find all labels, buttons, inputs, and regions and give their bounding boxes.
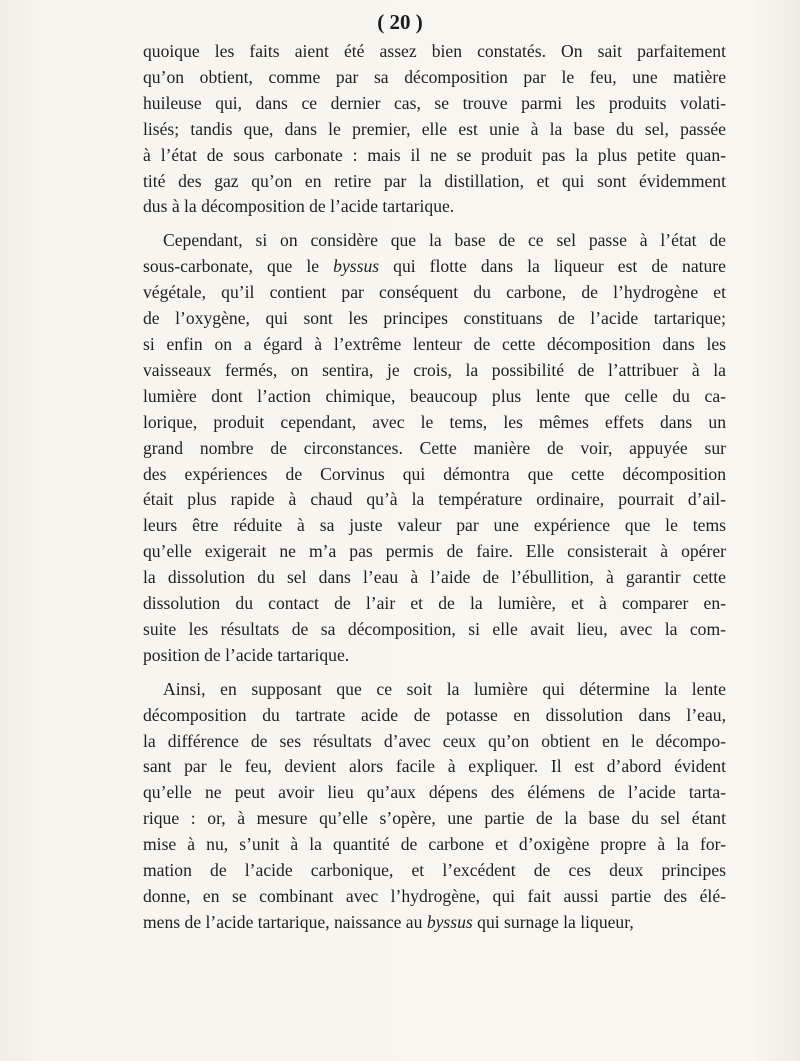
text-segment: vaisseaux fermés, on sentira, je crois, la possibilité de l’attribuer à la — [143, 359, 726, 380]
text-line — [143, 280, 726, 306]
text-segment: qui flotte dans la liqueur est de nature — [379, 256, 726, 277]
text-segment: sant par le feu, devient alors facile à expliquer. Il est d’abord évident — [143, 756, 726, 777]
text-line — [143, 806, 726, 832]
text-segment: la différence de ses résultats d’avec ceux qu’on obtient en le décompo- — [143, 730, 726, 751]
page-number: ( 20 ) — [377, 10, 423, 34]
text-line — [143, 858, 726, 884]
text-segment: Ainsi, en supposant que ce soit la lumière qui détermine la lente — [163, 678, 726, 699]
text-line — [143, 169, 726, 195]
text-line — [143, 332, 726, 358]
text-segment: grand nombre de circonstances. Cette manière de voir, appuyée sur — [143, 437, 726, 458]
paragraph-2 — [143, 228, 726, 668]
text-segment: qu’elle exigerait ne m’a pas permis de faire. Elle consisterait à opérer — [143, 541, 726, 562]
paragraph-1 — [143, 39, 726, 220]
text-line — [143, 228, 726, 254]
text-line — [143, 539, 726, 565]
text-line — [143, 754, 726, 780]
text-line — [143, 910, 726, 936]
text-segment: à l’état de sous carbonate : mais il ne se produit pas la plus petite quan- — [143, 144, 726, 165]
italic-term: byssus — [426, 911, 473, 932]
text-line — [143, 513, 726, 539]
text-segment: de l’oxygène, qui sont les principes constituans de l’acide tartarique; — [143, 308, 726, 329]
text-line — [143, 306, 726, 332]
text-line — [143, 39, 726, 65]
text-segment: mens de l’acide tartarique, naissance au — [143, 911, 427, 932]
text-segment: donne, en se combinant avec l’hydrogène, qui fait aussi partie des élé- — [143, 886, 726, 906]
text-line — [143, 487, 726, 513]
text-segment: lumière dont l’action chimique, beaucoup plus lente que celle du ca- — [143, 385, 726, 406]
text-segment: huileuse qui, dans ce dernier cas, se trouve parmi les produits volati- — [143, 92, 726, 113]
text-segment: décomposition du tartrate acide de potasse en dissolution dans l’eau, — [143, 704, 726, 725]
text-line — [143, 462, 726, 488]
text-line — [143, 643, 726, 669]
text-segment: qu’on obtient, comme par sa décomposition par le feu, une matière — [143, 66, 726, 87]
text-line — [143, 254, 726, 280]
text-segment: rique : or, à mesure qu’elle s’opère, une partie de la base du sel étant — [143, 808, 726, 829]
text-segment: végétale, qu’il contient par conséquent du carbone, de l’hydrogène et — [143, 282, 726, 303]
text-segment: sous-carbonate, que le — [143, 256, 334, 277]
text-line — [143, 729, 726, 755]
body-text — [143, 39, 726, 936]
text-segment: dus à la décomposition de l’acide tartarique. — [143, 196, 455, 217]
text-line — [143, 117, 726, 143]
text-segment: leurs être réduite à sa juste valeur par une expérience que le tems — [143, 515, 726, 536]
text-segment: la dissolution du sel dans l’eau à l’aide de l’ébullition, à garantir cette — [143, 567, 726, 588]
paragraph-3 — [143, 677, 726, 936]
text-line — [143, 384, 726, 410]
text-segment: lisés; tandis que, dans le premier, elle est unie à la base du sel, passée — [143, 118, 726, 139]
text-line — [143, 565, 726, 591]
text-line — [143, 832, 726, 858]
text-segment: si enfin on a égard à l’extrême lenteur de cette décomposition dans les — [143, 333, 726, 354]
text-segment: qui surnage la liqueur, — [472, 911, 634, 932]
text-segment: dissolution du contact de l’air et de la lumière, et à comparer en- — [143, 593, 726, 614]
text-segment: tité des gaz qu’on en retire par la distillation, et qui sont évidemment — [143, 170, 726, 191]
text-segment: position de l’acide tartarique. — [143, 644, 350, 665]
text-line — [143, 617, 726, 643]
text-segment: Cependant, si on considère que la base de ce sel passe à l’état de — [163, 230, 726, 251]
text-line — [143, 65, 726, 91]
text-line — [143, 358, 726, 384]
italic-term: byssus — [333, 256, 380, 277]
text-line — [143, 91, 726, 117]
text-segment: quoique les faits aient été assez bien constatés. On sait parfaitement — [143, 41, 726, 61]
text-segment: suite les résultats de sa décomposition, si elle avait lieu, avec la com- — [143, 618, 726, 639]
text-segment: était plus rapide à chaud qu’à la température ordinaire, pourrait d’ail- — [143, 489, 726, 510]
text-segment: mise à nu, s’unit à la quantité de carbone et d’oxigène propre à la for- — [143, 834, 726, 855]
text-line — [143, 194, 726, 220]
text-segment: lorique, produit cependant, avec le tems, les mêmes effets dans un — [143, 411, 726, 432]
text-line — [143, 884, 726, 910]
text-line — [143, 436, 726, 462]
text-line — [143, 410, 726, 436]
text-line — [143, 143, 726, 169]
text-line — [143, 677, 726, 703]
text-segment: mation de l’acide carbonique, et l’excédent de ces deux principes — [143, 860, 726, 881]
text-segment: des expériences de Corvinus qui démontra que cette décomposition — [143, 463, 726, 484]
text-line — [143, 780, 726, 806]
text-line — [143, 703, 726, 729]
text-line — [143, 591, 726, 617]
text-segment: qu’elle ne peut avoir lieu qu’aux dépens des élémens de l’acide tarta- — [143, 782, 726, 803]
